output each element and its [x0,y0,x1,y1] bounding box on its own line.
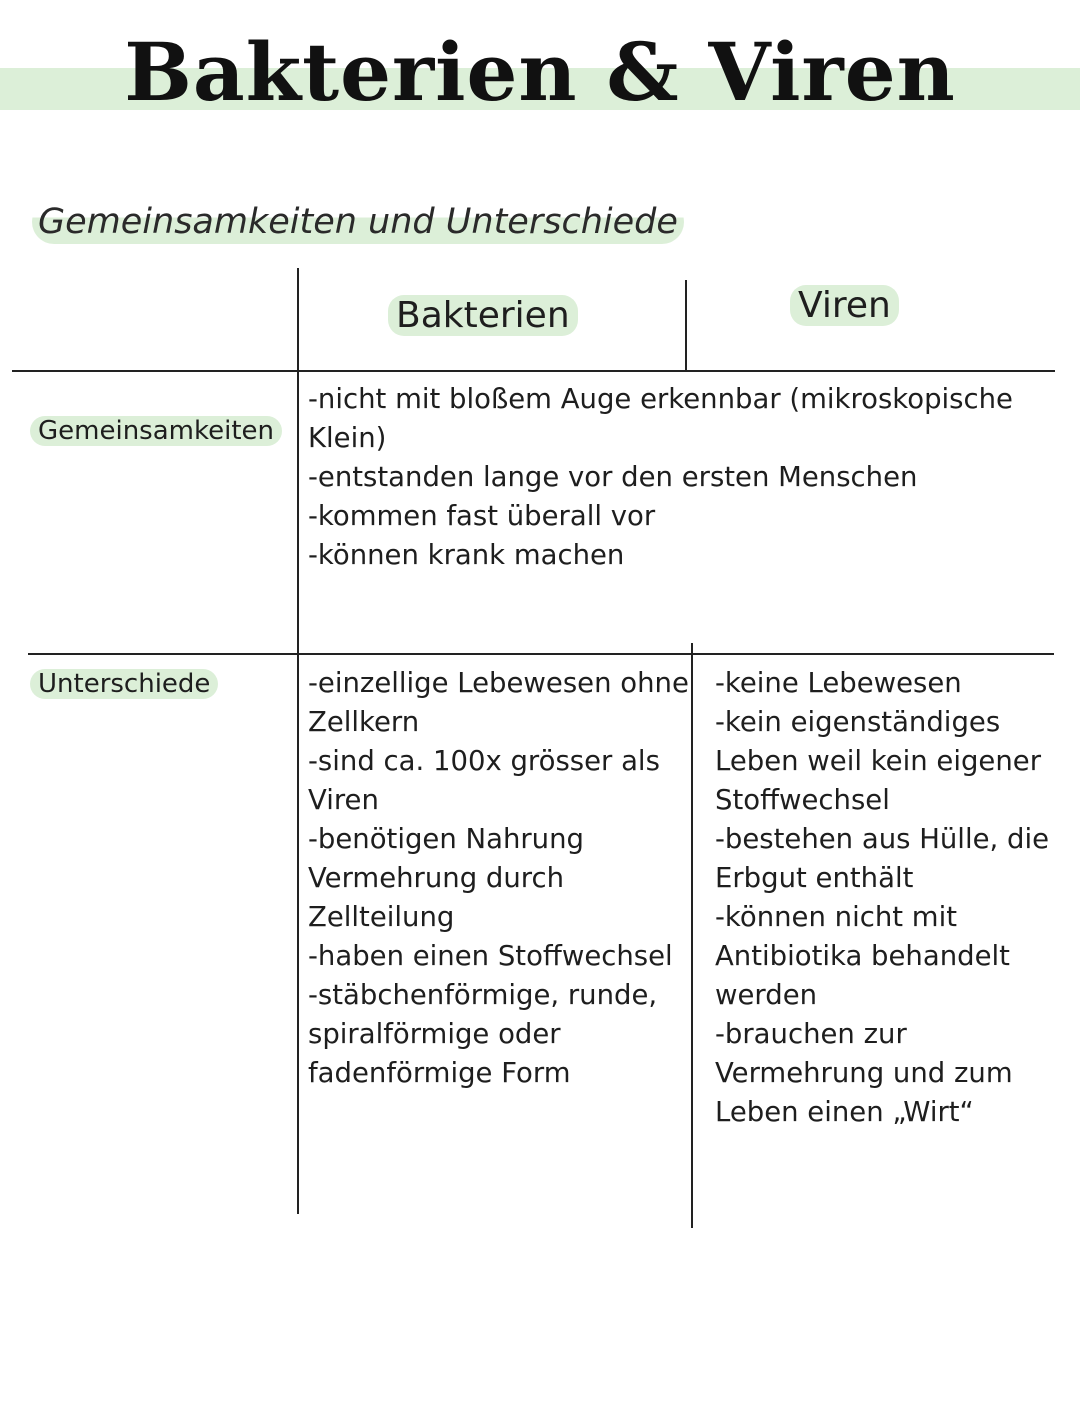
table-divider-horizontal-middle [28,653,1054,655]
list-item: Vermehrung durch [308,862,565,894]
list-item: -können krank machen [308,539,625,571]
list-item: Erbgut enthält [715,862,914,894]
list-item: Leben einen „Wirt“ [715,1096,974,1128]
cell-unterschiede-viren [715,664,1049,1132]
column-header-bakterien-label: Bakterien [388,295,578,336]
list-item: -einzellige Lebewesen ohne [308,667,689,699]
list-item: -können nicht mit [715,901,957,933]
cell-gemeinsamkeiten [308,380,1013,575]
list-item: fadenförmige Form [308,1057,571,1089]
column-header-viren-label: Viren [790,285,899,326]
list-item: -haben einen Stoffwechsel [308,940,673,972]
list-item: -nicht mit bloßem Auge erkennbar (mikroskopische [308,383,1013,415]
column-header-viren [790,284,899,328]
list-item: Viren [308,784,379,816]
table-divider-vertical-left [297,268,299,1214]
list-item: Zellkern [308,706,420,738]
table-divider-horizontal-header [12,370,1055,372]
list-item: -benötigen Nahrung [308,823,584,855]
list-item: -kein eigenständiges [715,706,1001,738]
list-item: Vermehrung und zum [715,1057,1013,1089]
list-item: -sind ca. 100x grösser als [308,745,660,777]
list-item: Klein) [308,422,387,454]
section-subtitle: Gemeinsamkeiten und Unterschiede [32,200,684,244]
column-header-bakterien [388,294,578,338]
list-item: spiralförmige oder [308,1018,561,1050]
list-item: -kommen fast überall vor [308,500,656,532]
row-label-gemeinsamkeiten-text: Gemeinsamkeiten [30,416,282,446]
row-label-unterschiede [30,667,218,701]
list-item: Stoffwechsel [715,784,890,816]
cell-unterschiede-bakterien [308,664,689,1093]
list-item: Leben weil kein eigener [715,745,1041,777]
list-item: -stäbchenförmige, runde, [308,979,658,1011]
page-title: Bakterien & Viren [124,25,956,119]
list-item: -entstanden lange vor den ersten Menschen [308,461,918,493]
list-item: -bestehen aus Hülle, die [715,823,1050,855]
list-item: -keine Lebewesen [715,667,962,699]
list-item: Antibiotika behandelt [715,940,1010,972]
table-divider-vertical-header [685,280,687,370]
row-label-unterschiede-text: Unterschiede [30,669,218,699]
list-item: werden [715,979,818,1011]
table-divider-vertical-lower [691,643,693,1228]
list-item: Zellteilung [308,901,455,933]
list-item: -brauchen zur [715,1018,907,1050]
row-label-gemeinsamkeiten [30,414,282,448]
